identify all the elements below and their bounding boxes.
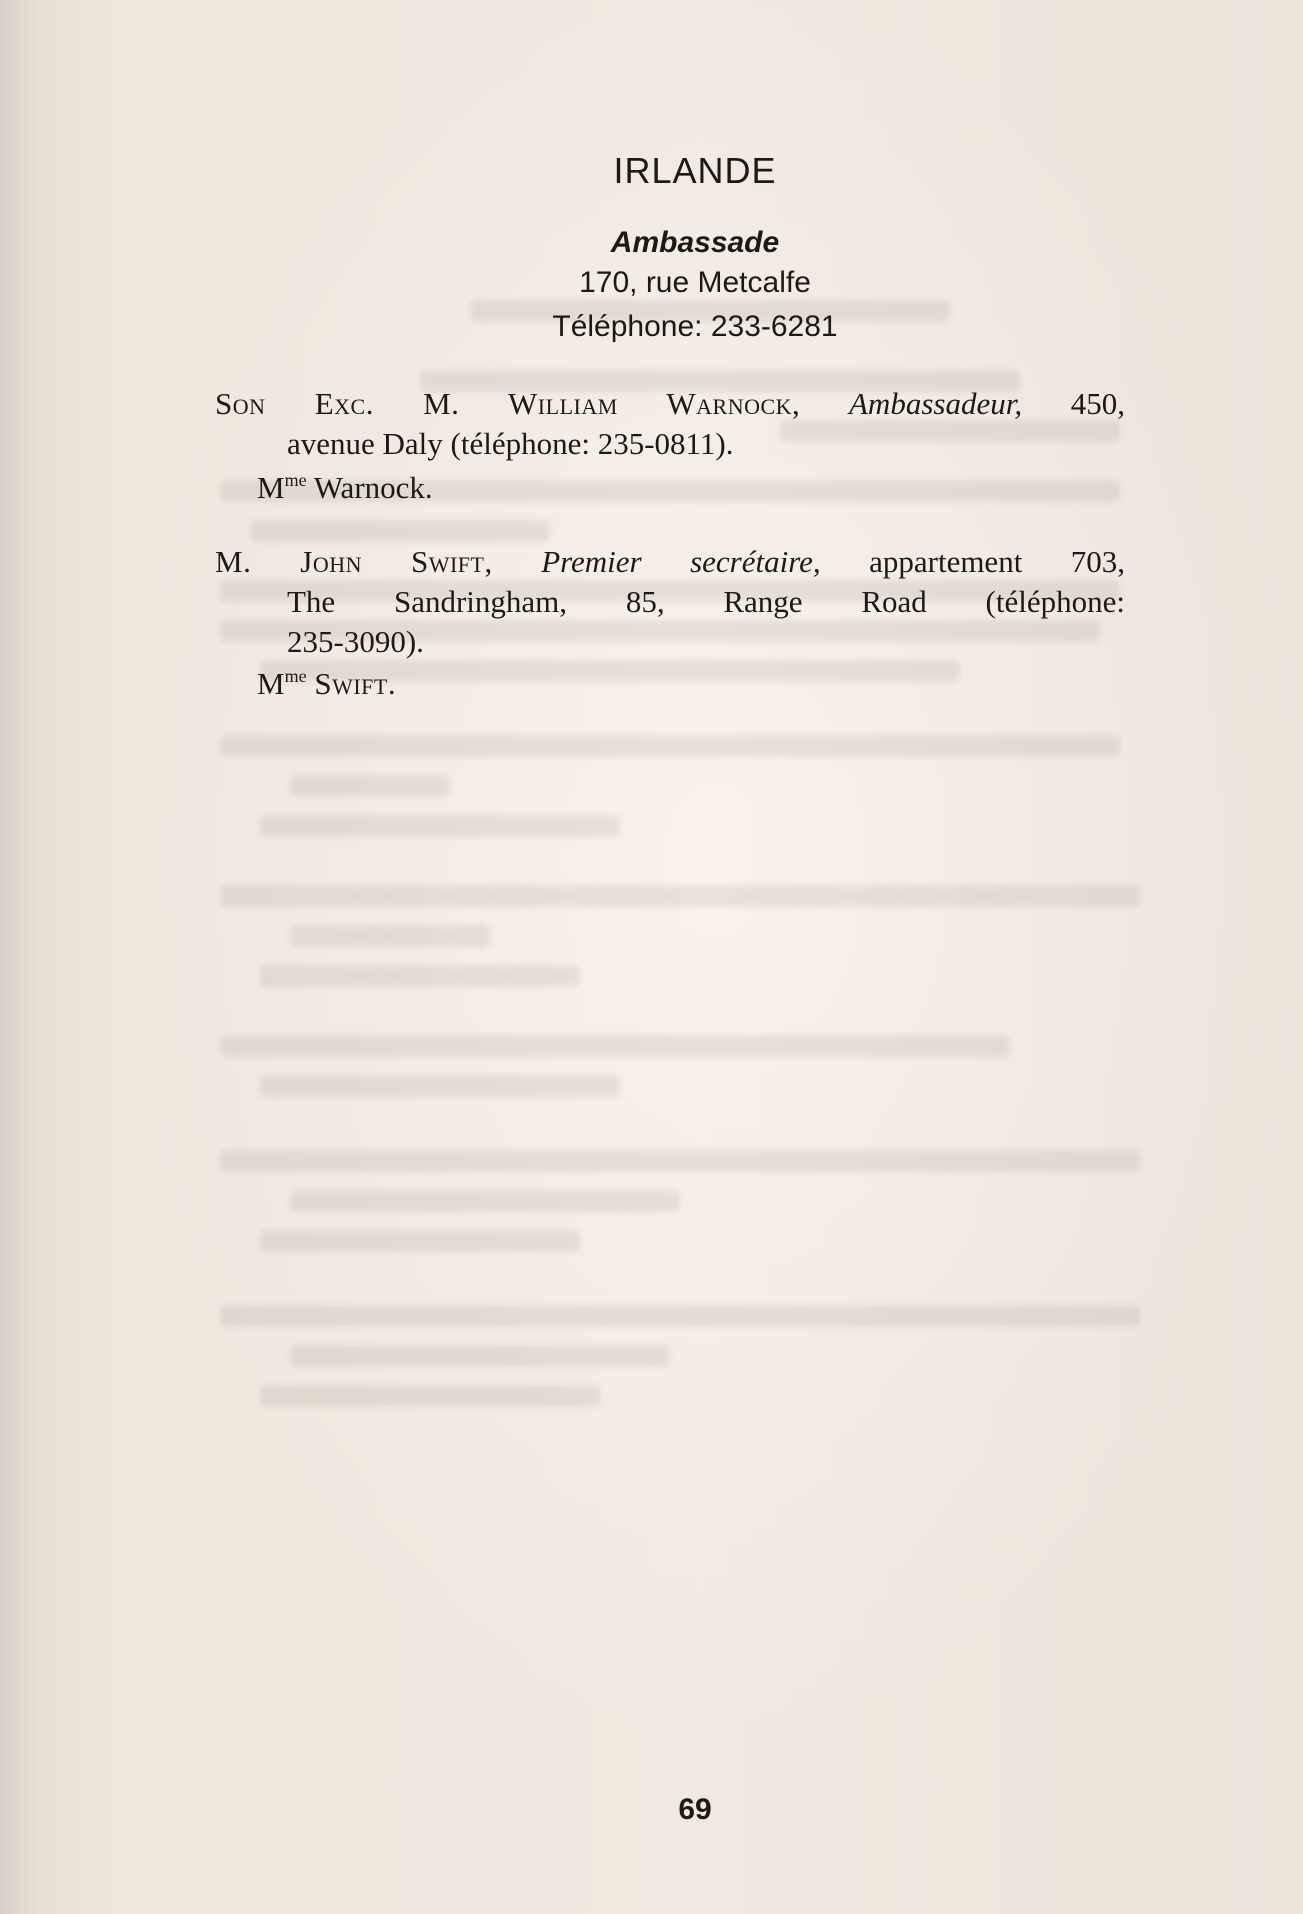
embassy-phone: Téléphone: 233-6281 [552, 310, 838, 343]
entry-ambassador-title: Ambassadeur, [849, 386, 1023, 421]
spouse-ambassador-name: Warnock. [313, 470, 433, 505]
spouse-first-secretary-name: Swift. [314, 666, 397, 701]
entry-first-secretary-title: Premier secrétaire, [541, 544, 821, 579]
embassy-address: 170, rue Metcalfe [579, 266, 811, 299]
spouse-ambassador-prefix: M [257, 470, 285, 505]
entry-ambassador-name: Son Exc. M. William Warnock, [215, 386, 801, 421]
spouse-first-secretary [257, 656, 396, 704]
entry-first-secretary-name: M. John Swift, [215, 544, 493, 579]
entry-first-secretary-address: The Sandringham, 85, Range Road (téléphone: [287, 584, 1125, 619]
entry-ambassador-address: avenue Daly (téléphone: 235-0811). [287, 426, 734, 461]
page-number: 69 [678, 1793, 712, 1826]
entry-first-secretary-apartment: appartement 703, [869, 544, 1126, 579]
entry-first-secretary [215, 542, 1125, 662]
entry-ambassador-address-number: 450, [1070, 386, 1126, 421]
embassy-label: Ambassade [610, 226, 780, 259]
entry-ambassador [215, 384, 1125, 464]
entry-ambassador-line-1 [215, 384, 1125, 424]
entry-first-secretary-phone: 235-3090). [287, 624, 424, 659]
spouse-ambassador-superscript: me [284, 470, 307, 490]
spouse-ambassador [257, 460, 433, 508]
entry-first-secretary-line-1 [215, 542, 1125, 582]
country-heading: IRLANDE [613, 150, 777, 191]
spouse-first-secretary-superscript: me [284, 666, 307, 686]
spouse-first-secretary-prefix: M [257, 666, 285, 701]
